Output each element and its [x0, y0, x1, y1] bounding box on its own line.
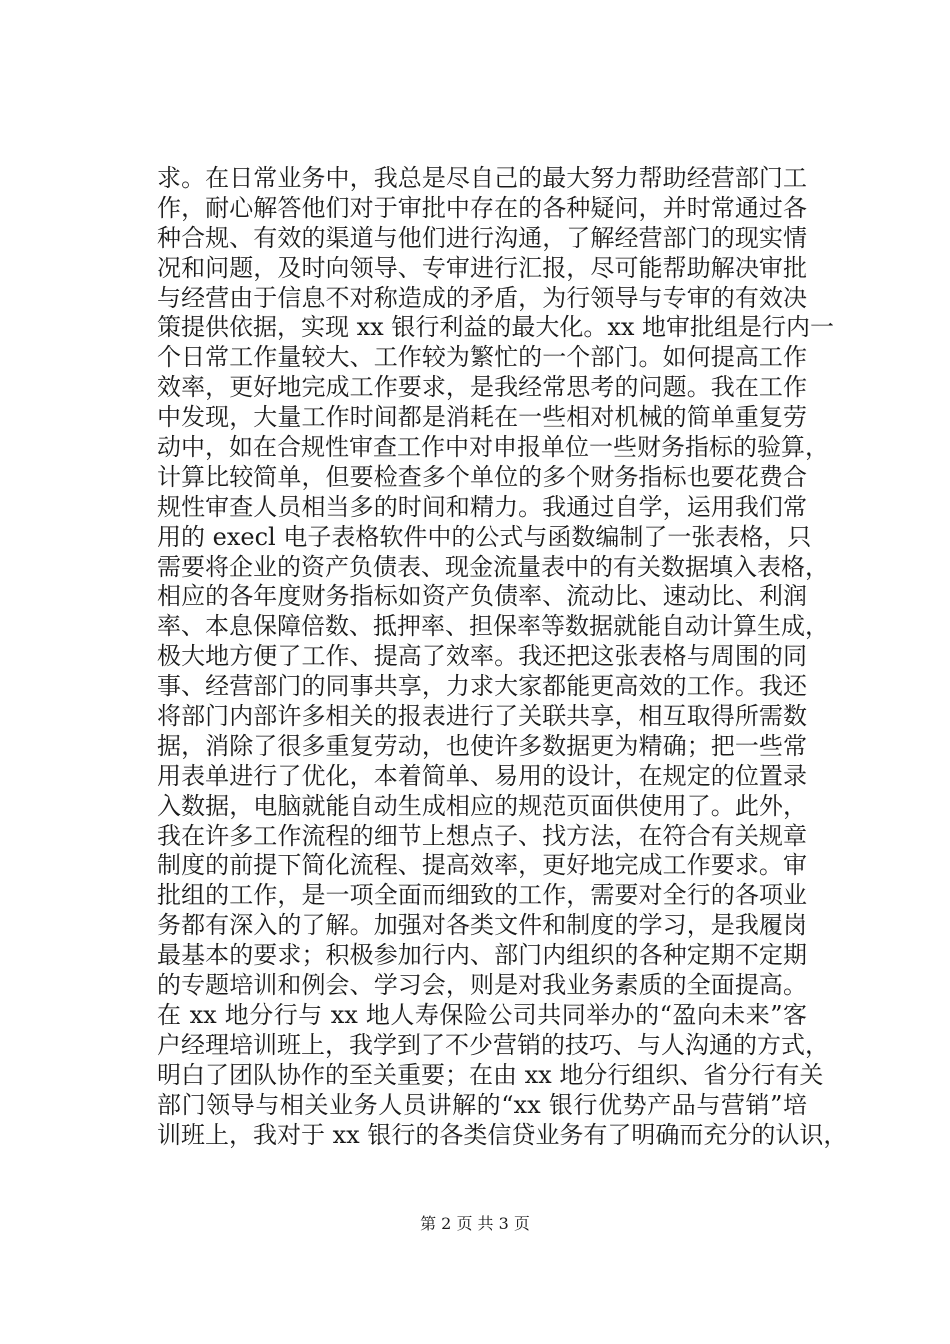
- text-line: 种合规、有效的渠道与他们进行沟通，了解经营部门的现实情: [157, 223, 807, 252]
- text-line: 据，消除了很多重复劳动，也使许多数据更为精确；把一些常: [157, 731, 807, 760]
- text-line: 求。在日常业务中，我总是尽自己的最大努力帮助经营部门工: [157, 164, 807, 192]
- text-line: 训班上，我对于 xx 银行的各类信贷业务有了明确而充分的认识，: [157, 1120, 848, 1149]
- text-line: 作，耐心解答他们对于审批中存在的各种疑问，并时常通过各: [157, 193, 807, 222]
- text-line: 个日常工作量较大、工作较为繁忙的一个部门。如何提高工作: [157, 343, 807, 372]
- text-line: 需要将企业的资产负债表、现金流量表中的有关数据填入表格，: [157, 552, 829, 581]
- text-line: 中发现，大量工作时间都是消耗在一些相对机械的简单重复劳: [157, 403, 807, 432]
- text-line: 用的 execl 电子表格软件中的公式与函数编制了一张表格，只: [157, 522, 812, 551]
- text-line: 率、本息保障倍数、抵押率、担保率等数据就能自动计算生成，: [157, 612, 829, 641]
- text-line: 事、经营部门的同事共享，力求大家都能更高效的工作。我还: [157, 672, 807, 701]
- text-line: 部门领导与相关业务人员讲解的“xx 银行优势产品与营销”培: [157, 1090, 807, 1119]
- text-line: 规性审查人员相当多的时间和精力。我通过自学，运用我们常: [157, 492, 807, 521]
- text-line: 相应的各年度财务指标如资产负债率、流动比、速动比、利润: [157, 582, 807, 611]
- text-line: 明白了团队协作的至关重要；在由 xx 地分行组织、省分行有关: [157, 1060, 824, 1089]
- text-line: 动中，如在合规性审查工作中对申报单位一些财务指标的验算，: [157, 433, 829, 462]
- text-line: 务都有深入的了解。加强对各类文件和制度的学习，是我履岗: [157, 911, 807, 940]
- text-line: 批组的工作，是一项全面而细致的工作，需要对全行的各项业: [157, 881, 807, 910]
- text-line: 我在许多工作流程的细节上想点子、找方法，在符合有关规章: [157, 821, 807, 850]
- text-line: 况和问题，及时向领导、专审进行汇报，尽可能帮助解决审批: [157, 253, 807, 282]
- text-line: 极大地方便了工作、提高了效率。我还把这张表格与周围的同: [157, 642, 807, 671]
- text-line: 与经营由于信息不对称造成的矛盾，为行领导与专审的有效决: [157, 283, 807, 312]
- text-line: 制度的前提下简化流程、提高效率，更好地完成工作要求。审: [157, 851, 807, 880]
- text-line: 在 xx 地分行与 xx 地人寿保险公司共同举办的“盈向未来”客: [157, 1000, 807, 1029]
- text-line: 入数据，电脑就能自动生成相应的规范页面供使用了。此外，: [157, 791, 807, 820]
- text-line: 最基本的要求；积极参加行内、部门内组织的各种定期不定期: [157, 941, 807, 970]
- page-footer: [0, 1213, 950, 1235]
- text-line: 计算比较简单，但要检查多个单位的多个财务指标也要花费合: [157, 462, 807, 491]
- text-line: 用表单进行了优化，本着简单、易用的设计，在规定的位置录: [157, 761, 807, 790]
- text-line: 策提供依据，实现 xx 银行利益的最大化。xx 地审批组是行内一: [157, 313, 835, 342]
- body-text: [157, 164, 848, 1150]
- text-line: 效率，更好地完成工作要求，是我经常思考的问题。我在工作: [157, 373, 807, 402]
- text-line: 户经理培训班上，我学到了不少营销的技巧、与人沟通的方式，: [157, 1030, 829, 1059]
- text-line: 将部门内部许多相关的报表进行了关联共享，相互取得所需数: [157, 702, 807, 731]
- page-number-label: 第 2 页 共 3 页: [420, 1214, 530, 1233]
- text-line: 的专题培训和例会、学习会，则是对我业务素质的全面提高。: [157, 971, 807, 1000]
